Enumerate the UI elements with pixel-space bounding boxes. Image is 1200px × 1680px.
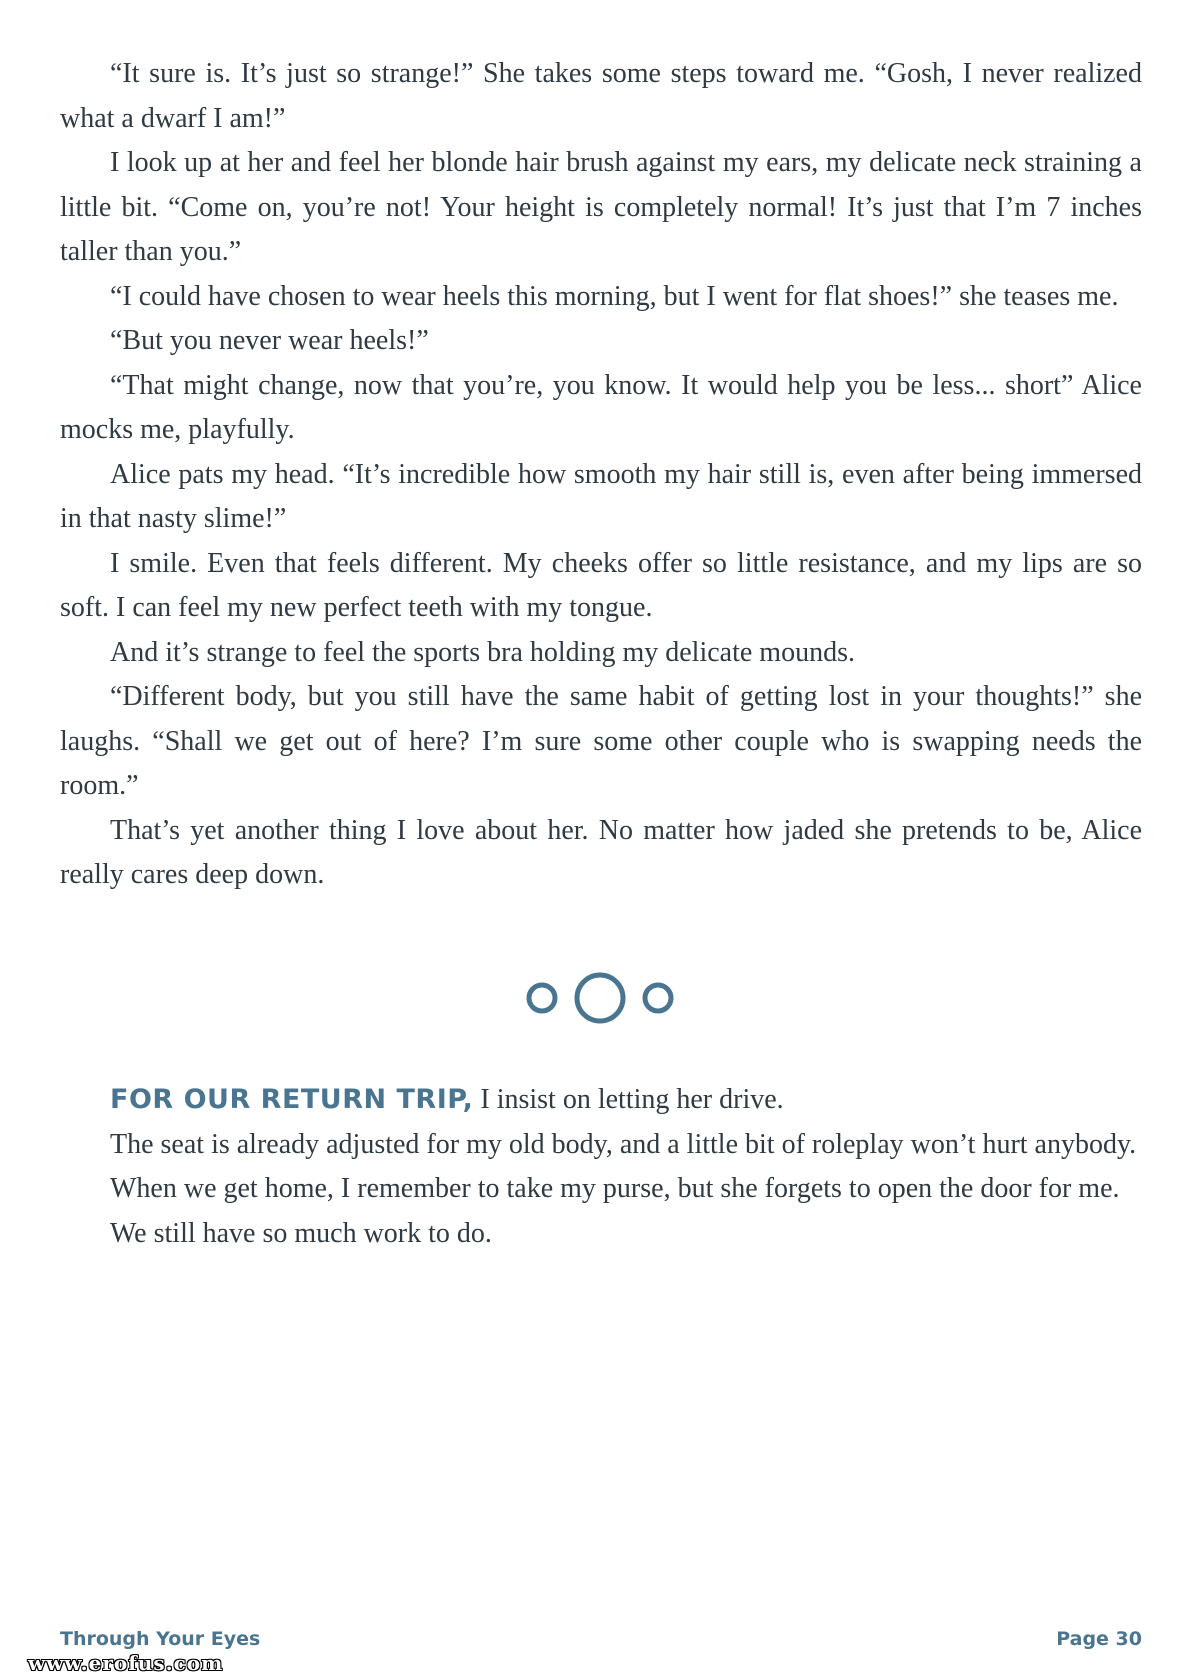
section2-paragraph-2: The seat is already adjusted for my old body, and a little bit of roleplay won’t hurt anybody. (110, 1128, 1137, 1160)
paragraph-9: “Different body, but you still have the same habit of getting lost in your thoughts!” she laughs. “Shall we get out of here? I’m sure some other couple who is swapping needs the room.” (60, 681, 1142, 801)
paragraph-8: And it’s strange to feel the sports bra holding my delicate mounds. (110, 636, 855, 668)
section2-first-paragraph (60, 1078, 1142, 1123)
paragraph-5: “That might change, now that you’re, you know. It would help you be less... short” Alice mocks me, playfully. (60, 369, 1142, 445)
section2-paragraph-3: When we get home, I remember to take my purse, but she forgets to open the door for me. (110, 1173, 1120, 1204)
paragraph-6: Alice pats my head. “It’s incredible how smooth my hair still is, even after being immersed in that nasty slime!” (60, 458, 1142, 534)
paragraph-1: “It sure is. It’s just so strange!” She takes some steps toward me. “Gosh, I never realized what a dwarf I am!” (60, 58, 1142, 134)
section2-paragraph-4: We still have so much work to do. (110, 1217, 492, 1249)
paragraph-10: That’s yet another thing I love about her. No matter how jaded she pretends to be, Alice really cares deep down. (60, 814, 1142, 890)
footer-page-number: Page 30 (1056, 1628, 1142, 1650)
ornament-small-circle-right (645, 985, 671, 1011)
paragraph-4: “But you never wear heels!” (110, 325, 429, 356)
section-lead-in: FOR OUR RETURN TRIP, (110, 1084, 474, 1115)
section-break-ornament (0, 970, 1200, 1026)
ornament-small-circle-left (529, 985, 555, 1011)
site-watermark: www.erofus.com (28, 1651, 224, 1675)
paragraph-2: I look up at her and feel her blonde hair brush against my ears, my delicate neck straining a little bit. “Come on, you’re not! Your height is completely normal! It’s just that I’m 7 inches taller than you.” (60, 147, 1142, 267)
ornament-large-circle (577, 975, 623, 1021)
story-text (60, 52, 1142, 898)
section-return-trip (60, 1078, 1142, 1256)
paragraph-7: I smile. Even that feels different. My cheeks offer so little resistance, and my lips are so soft. I can feel my new perfect teeth with my tongue. (60, 547, 1142, 623)
paragraph-3: “I could have chosen to wear heels this morning, but I went for flat shoes!” she teases me. (110, 280, 1119, 312)
section2-first-rest: I insist on letting her drive. (473, 1084, 784, 1115)
footer-book-title: Through Your Eyes (60, 1628, 261, 1650)
